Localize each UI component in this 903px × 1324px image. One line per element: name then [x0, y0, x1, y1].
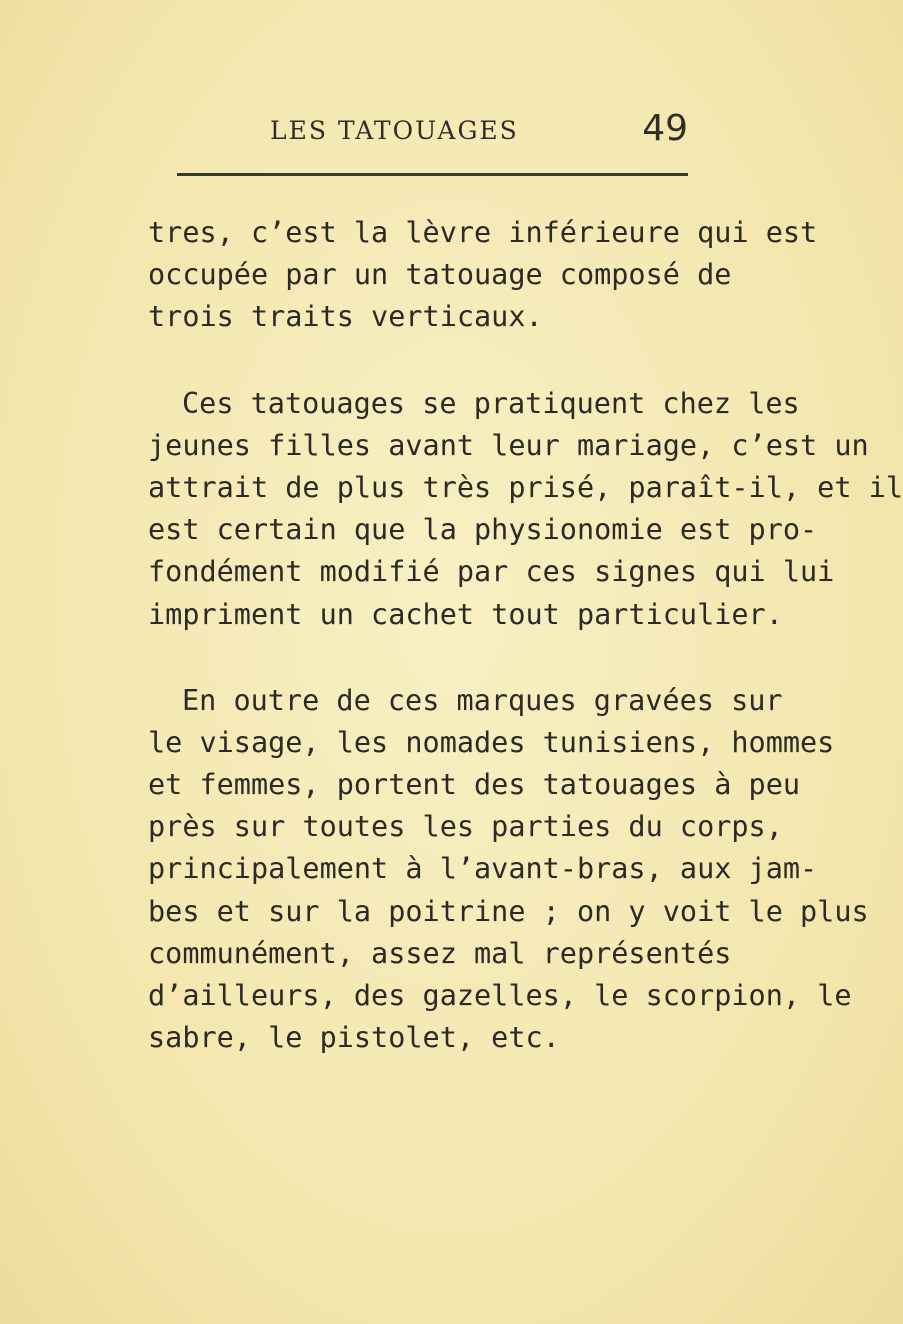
- body-text: [148, 212, 903, 1059]
- text-line: En outre de ces marques gravées sur: [182, 683, 783, 717]
- page-number: 49: [642, 108, 688, 149]
- text-line: fondément modifié par ces signes qui lui: [148, 555, 835, 589]
- text-line: trois traits verticaux.: [148, 300, 543, 334]
- text-line: d’ailleurs, des gazelles, le scorpion, le: [148, 979, 852, 1012]
- text-line: principalement à l’avant-bras, aux jam-: [148, 852, 818, 886]
- text-line: le visage, les nomades tunisiens, hommes: [148, 725, 835, 759]
- running-title: LES TATOUAGES: [270, 116, 519, 145]
- text-line: sabre, le pistolet, etc.: [148, 1021, 560, 1055]
- text-line: occupée par un tatouage composé de: [148, 258, 732, 292]
- running-head: [178, 108, 688, 152]
- paragraph-3: [148, 680, 869, 1060]
- text-line: tres, c’est la lèvre inférieure qui est: [148, 216, 818, 249]
- text-line: est certain que la physionomie est pro-: [148, 513, 818, 547]
- text-line: et femmes, portent des tatouages à peu: [148, 768, 801, 802]
- text-line: attrait de plus très prisé, paraît-il, et il: [148, 470, 903, 504]
- text-line: impriment un cachet tout particulier.: [148, 597, 783, 631]
- text-line: Ces tatouages se pratiquent chez les: [182, 386, 800, 420]
- paragraph-2: [148, 383, 903, 636]
- paragraph-1: [148, 212, 818, 339]
- text-line: près sur toutes les parties du corps,: [148, 810, 783, 844]
- paragraph-gap: [148, 339, 700, 383]
- header-rule: [177, 173, 688, 176]
- text-line: communément, assez mal représentés: [148, 936, 732, 970]
- text-line: jeunes filles avant leur mariage, c’est un: [148, 428, 869, 462]
- text-line: bes et sur la poitrine ; on y voit le plus: [148, 894, 869, 928]
- paragraph-gap: [148, 636, 700, 680]
